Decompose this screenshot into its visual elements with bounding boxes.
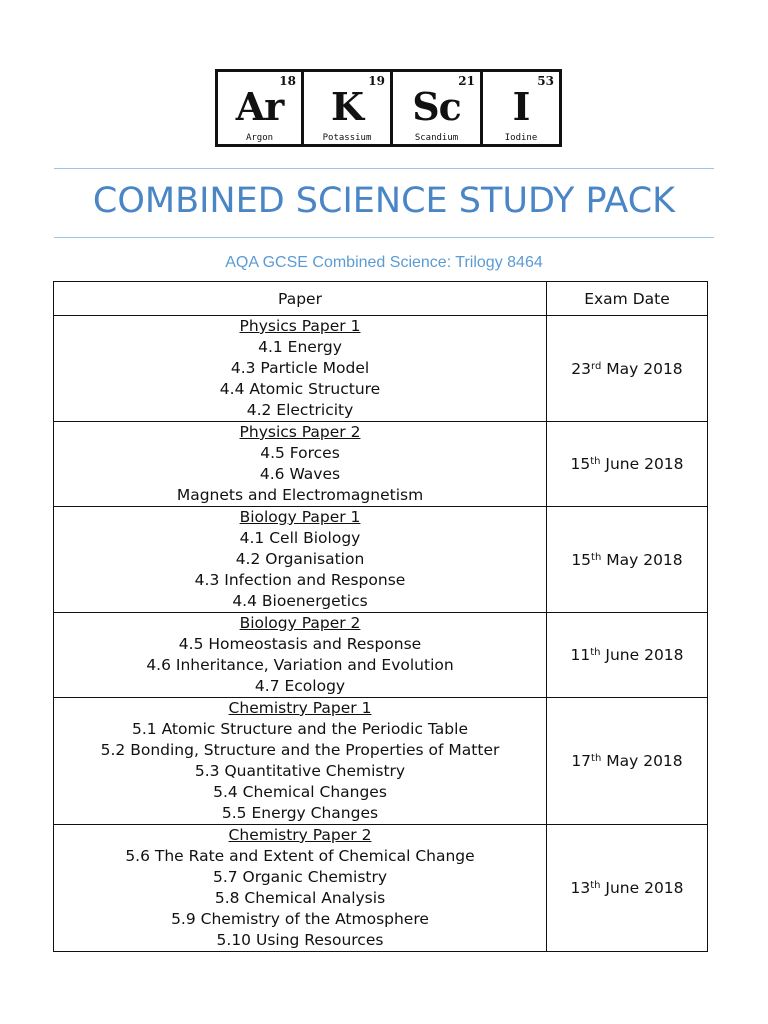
exam-date-suffix: rd bbox=[591, 360, 602, 372]
topic-item: 4.2 Organisation bbox=[235, 550, 365, 568]
exam-date-suffix: th bbox=[591, 551, 602, 563]
table-row bbox=[54, 422, 708, 507]
exam-date-day: 23 bbox=[571, 359, 592, 378]
topic-item: 4.3 Infection and Response bbox=[194, 571, 406, 589]
periodic-logo bbox=[215, 69, 562, 147]
paper-topics-cell bbox=[54, 825, 547, 952]
element-tile-potassium bbox=[301, 69, 393, 147]
topic-item: 5.1 Atomic Structure and the Periodic Table bbox=[132, 720, 468, 738]
table-row bbox=[54, 698, 708, 825]
element-name: Iodine bbox=[504, 133, 538, 143]
paper-name: Physics Paper 1 bbox=[239, 317, 361, 335]
atomic-number: 19 bbox=[368, 74, 385, 88]
exam-date-month-year: May 2018 bbox=[601, 359, 683, 378]
element-name: Argon bbox=[245, 133, 274, 143]
topic-item: 4.4 Bioenergetics bbox=[232, 592, 368, 610]
topic-item: 4.6 Waves bbox=[259, 465, 341, 483]
bottom-divider bbox=[54, 237, 714, 238]
topic-item: 4.3 Particle Model bbox=[230, 359, 370, 377]
topic-item: 5.7 Organic Chemistry bbox=[212, 868, 388, 886]
topic-item: 4.5 Forces bbox=[260, 444, 340, 462]
element-symbol: Ar bbox=[235, 84, 284, 129]
exam-date-day: 15 bbox=[570, 455, 591, 473]
exam-date-cell bbox=[547, 316, 708, 422]
exam-date-month-year: May 2018 bbox=[601, 550, 683, 569]
paper-topics-cell bbox=[54, 698, 547, 825]
topic-item: 5.6 The Rate and Extent of Chemical Change bbox=[125, 847, 475, 865]
paper-name: Biology Paper 2 bbox=[239, 614, 361, 632]
paper-name: Chemistry Paper 2 bbox=[228, 826, 372, 844]
topic-item: 5.8 Chemical Analysis bbox=[214, 889, 386, 907]
exam-date-month-year: June 2018 bbox=[600, 455, 684, 473]
paper-topics-cell bbox=[54, 316, 547, 422]
table-row bbox=[54, 316, 708, 422]
exam-date-suffix: th bbox=[591, 753, 602, 764]
element-symbol: I bbox=[512, 84, 530, 129]
table-row bbox=[54, 825, 708, 952]
atomic-number: 53 bbox=[537, 74, 554, 88]
exam-date-cell bbox=[547, 825, 708, 952]
paper-topics-cell bbox=[54, 422, 547, 507]
paper-name: Physics Paper 2 bbox=[239, 423, 361, 441]
topic-item: 4.2 Electricity bbox=[246, 401, 354, 419]
column-header-paper: Paper bbox=[54, 282, 547, 316]
exam-date-suffix: th bbox=[590, 456, 601, 467]
exam-schedule-table bbox=[53, 281, 708, 952]
topic-item: 4.4 Atomic Structure bbox=[219, 380, 381, 398]
exam-date-cell bbox=[547, 613, 708, 698]
exam-date-day: 17 bbox=[571, 752, 592, 770]
topic-item: 5.9 Chemistry of the Atmosphere bbox=[171, 910, 429, 928]
topic-item: 4.1 Energy bbox=[258, 338, 342, 356]
element-symbol: Sc bbox=[412, 84, 461, 129]
topic-item: 5.2 Bonding, Structure and the Properties of Matter bbox=[100, 741, 500, 759]
table-row bbox=[54, 507, 708, 613]
exam-date-suffix: th bbox=[590, 647, 601, 658]
topic-item: 5.5 Energy Changes bbox=[221, 804, 379, 822]
element-name: Potassium bbox=[322, 133, 372, 143]
atomic-number: 18 bbox=[279, 74, 296, 88]
page-subtitle: AQA GCSE Combined Science: Trilogy 8464 bbox=[225, 254, 543, 271]
element-name: Scandium bbox=[414, 133, 459, 143]
top-divider bbox=[54, 168, 714, 169]
exam-date-month-year: June 2018 bbox=[600, 646, 684, 664]
atomic-number: 21 bbox=[458, 74, 475, 88]
exam-date-month-year: May 2018 bbox=[601, 752, 683, 770]
paper-name: Chemistry Paper 1 bbox=[228, 699, 372, 717]
paper-topics-cell bbox=[54, 613, 547, 698]
paper-name: Biology Paper 1 bbox=[239, 508, 361, 526]
topic-item: 4.7 Ecology bbox=[254, 677, 346, 695]
element-tile-scandium bbox=[390, 69, 483, 147]
table-header-row bbox=[54, 282, 708, 316]
exam-date-day: 11 bbox=[570, 646, 591, 664]
topic-item: 4.5 Homeostasis and Response bbox=[178, 635, 422, 653]
exam-date-month-year: June 2018 bbox=[600, 879, 684, 897]
exam-date-day: 15 bbox=[571, 550, 592, 569]
topic-item: 5.3 Quantitative Chemistry bbox=[194, 762, 406, 780]
topic-item: 4.1 Cell Biology bbox=[239, 529, 361, 547]
page-title: COMBINED SCIENCE STUDY PACK bbox=[92, 181, 676, 221]
exam-date-cell bbox=[547, 507, 708, 613]
element-tile-argon bbox=[215, 69, 304, 147]
paper-topics-cell bbox=[54, 507, 547, 613]
table-row bbox=[54, 613, 708, 698]
element-tile-iodine bbox=[480, 69, 562, 147]
topic-item: 4.6 Inheritance, Variation and Evolution bbox=[146, 656, 454, 674]
element-symbol: K bbox=[330, 84, 364, 129]
column-header-exam-date: Exam Date bbox=[547, 282, 708, 316]
exam-date-cell bbox=[547, 422, 708, 507]
exam-date-cell bbox=[547, 698, 708, 825]
topic-item: Magnets and Electromagnetism bbox=[176, 486, 424, 504]
topic-item: 5.10 Using Resources bbox=[216, 931, 384, 949]
topic-item: 5.4 Chemical Changes bbox=[213, 783, 387, 801]
exam-date-suffix: th bbox=[590, 880, 601, 891]
exam-date-day: 13 bbox=[570, 879, 591, 897]
